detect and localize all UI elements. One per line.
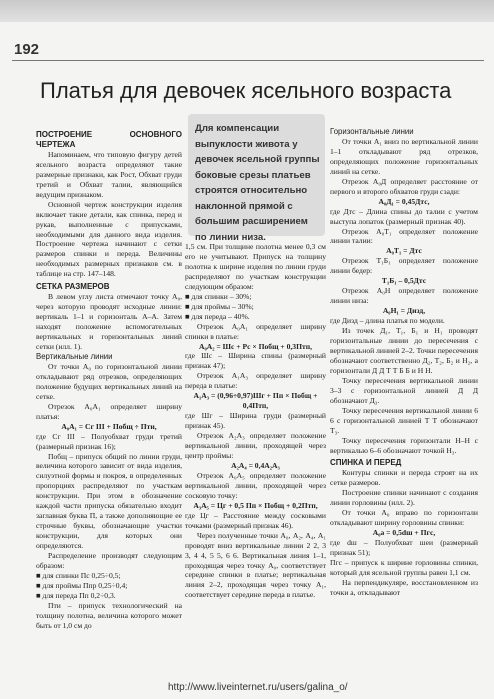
paragraph: 1,5 см. При толщине полотна менее 0,3 см его не учитывают. Припуск на толщину полотна к ширине изделия по линии груди распределяют по участкам конструкции следующим образом: xyxy=(185,242,326,291)
paragraph: Отрезок А₀А₁ определяет ширину спинки в платье: xyxy=(185,321,326,341)
formula: А₀а = 0,5dш + Пгс, xyxy=(372,528,436,538)
paragraph: где Шг – Ширина груди (размерный признак 45). xyxy=(185,411,326,431)
paragraph: Пгс – припуск к ширине горловины спинки, который для ясельной группы равен 1,1 см. xyxy=(330,557,478,577)
paragraph: Распределение производят следующим образом: xyxy=(36,551,182,570)
formula: А₀Д₁ = 0,45Дтс, xyxy=(378,196,430,206)
paragraph: ■ для спинки – 30%; xyxy=(185,291,252,301)
paragraph: Точку пересечения горизонтали Н–Н с вертикалью 6–6 обозначают точкой Н₃. xyxy=(330,435,478,455)
paragraph: Пти – припуск технологический на толщину полотна, величина которого может быть от 1,0 см до xyxy=(36,600,182,630)
paragraph: где Цг – Расстояние между сосковыми точками (размерный признак 46). xyxy=(185,510,326,530)
formula: А₀Т₁ = Дтс xyxy=(386,246,422,256)
paragraph: Из точек Д₁, Т₁, Б₁ и Н₁ проводят горизонтальные линии до пересечения с вертикальной линией 2–2. Точки пересечения обозначают соответственно Д₂, Т₂, Б₂ и Н₂, а горизонтали Д Д Т Т Б Б и Н Н. xyxy=(330,326,478,375)
paragraph: Основной чертеж конструкции изделия включает такие детали, как спинка, перед и рукав, выполненные с припусками, необходимыми для данного вида изделия. Построение чертежа начинают с сетки размеров спинки и переда. Величины необходимых размерных признаков см. в таблице на стр. 147–148. xyxy=(36,199,182,279)
paragraph: ■ для переда – 40%. xyxy=(185,311,250,321)
callout-text: Для компенсации выпуклости живота у девочек ясельной группы боковые срезы платьев строятся относительно наклонной прямой с большим расширением по линии низа. xyxy=(195,123,320,243)
column-left xyxy=(36,127,182,631)
paragraph: ■ для спинки Пс 0,25÷0,5; xyxy=(36,570,121,580)
formula: А₀А₁ = Сг III + Побщ ÷ Пти, xyxy=(61,421,157,431)
paragraph: Отрезок А₁А₃ определяет ширину переда в платье: xyxy=(185,371,326,391)
paragraph: От точки А₁ вниз по вертикальной линии 1–1 откладывают ряд отрезков, определяющих положение горизонтальных линий на сетке. xyxy=(330,136,478,176)
paragraph: ■ для переда Пп 0,2÷0,3. xyxy=(36,590,116,600)
source-url: http://www.liveinternet.ru/users/galina_o/ xyxy=(168,682,348,693)
paragraph: где Дизд – длина платья по модели. xyxy=(330,316,445,326)
formula: А₀А₂ = Шс + Рс × Побщ + 0,3Птп, xyxy=(198,341,313,351)
paragraph: Через полученные точки А₀, А₂, А₄, А₁ проводят вниз вертикальные линии 2 2, 3 3, 4 4, 5 5, 6 6. Вертикальная линия 1–1, проходящая через точку А₀, соответствует середине спинки в платье; вертикальная линия 2–2, проходящая через точку А₁, соответствует середине переда в платье. xyxy=(185,530,326,600)
page-title: Платья для девочек ясельного возраста xyxy=(40,78,452,103)
formula: А₀Н₁ = Дизд, xyxy=(382,306,426,316)
paragraph: Побщ – припуск общий по линии груди, величина которого зависит от вида изделия, силуэтной формы и покроя, в определенных пропорциях распределяют по участкам конструкции. При этом в обозначение каждой части припуска обязательно входит заглавная буква П, а также дополняющие ее строчные буквы, обозначающие участки конструкции, для которых они определяются. xyxy=(36,451,182,551)
paragraph: Построение спинки начинают с создания линии горловины (илл. 2). xyxy=(330,488,478,508)
paragraph: Отрезок А₀А₅ определяет положение вертикальной линии, проходящей через сосковую точку: xyxy=(185,470,326,500)
paragraph: где dш – Полуобхват шеи (размерный признак 51); xyxy=(330,538,478,558)
paragraph: где Дтс – Длина спины до талии с учетом выступа лопаток (размерный признак 40). xyxy=(330,206,478,226)
paragraph: Отрезок А₀А₁ определяет ширину платья: xyxy=(36,401,182,421)
paragraph: Точку пересечения вертикальной линии 6 6 с горизонтальной линией Т Т обозначают Т₃. xyxy=(330,405,478,435)
column-middle xyxy=(185,242,326,600)
formula: А₁А₃ = (0,96÷0,97)Шг + Пп × Побщ + 0,4Птп, xyxy=(193,391,318,411)
section-heading: Горизонтальные линии xyxy=(330,127,414,136)
paragraph: Отрезок А₀Т₁ определяет положение линии талии: xyxy=(330,226,478,246)
formula: А₃А₅ = Цг + 0,5 Пп × Побщ + 0,2Птп, xyxy=(193,500,318,510)
section-heading: СПИНКА И ПЕРЕД xyxy=(330,458,402,468)
section-heading: СЕТКА РАЗМЕРОВ xyxy=(36,282,110,292)
top-bar xyxy=(0,0,494,22)
paragraph: От точки А₀ по горизонтальной линии откладывают ряд отрезков, определяющих положение будущих вертикальных линий на сетке. xyxy=(36,361,182,401)
paragraph: Отрезок А₀Н определяет положение линии низа: xyxy=(330,286,478,306)
paragraph: Контуры спинки и переда строят на их сетке размеров. xyxy=(330,468,478,488)
paragraph: где Шс – Ширина спины (размерный признак 47); xyxy=(185,351,326,371)
page-number: 192 xyxy=(14,41,40,58)
paragraph: На перпендикуляре, восстановленном из точки а, откладывают xyxy=(330,577,478,597)
paragraph: Точку пересечения вертикальной линии 3–3 с горизонтальной линией Д Д обозначают Д₃. xyxy=(330,375,478,405)
paragraph: ■ для проймы – 30%; xyxy=(185,301,254,311)
paragraph: Отрезок Т₁Б₁ определяет положение линии бедер: xyxy=(330,256,478,276)
section-heading: ПОСТРОЕНИЕ ОСНОВНОГО ЧЕРТЕЖА xyxy=(36,130,182,149)
paragraph: В левом углу листа отмечают точку А₀, через которую проводят исходные линии: вертикаль 1–1 и горизонталь А–А. Затем находят положение вспомогательных вертикальных и горизонтальных линий сетки (илл. 1). xyxy=(36,292,182,352)
paragraph: где Сг III – Полуобхват груди третий (размерный признак 16); xyxy=(36,431,182,451)
paragraph: ■ для проймы Ппр 0,25÷0,4; xyxy=(36,580,128,590)
paragraph: Отрезок А₂А₃ определяет положение вертикальной линии, проходящей через центр проймы: xyxy=(185,431,326,461)
column-right xyxy=(330,127,478,598)
formula: Т₁Б₁ – 0,5Дтс xyxy=(381,276,427,286)
paragraph: Отрезок А₀Д определяет расстояние от первого и второго обхватов груди сзади: xyxy=(330,176,478,196)
formula: А₂А₄ = 0,4А₂А₃ xyxy=(231,460,280,470)
callout-box xyxy=(188,114,325,243)
paragraph: Напоминаем, что типовую фигуру детей ясельного возраста определяют такие размерные признаки, как Рост, Обхват груди третий и Обхват талии, являющийся ведущим признаком. xyxy=(36,149,182,199)
paragraph: От точки А₀ вправо по горизонтали откладывают ширину горловины спинки: xyxy=(330,508,478,528)
header-divider xyxy=(12,60,484,61)
section-heading: Вертикальные линии xyxy=(36,351,113,361)
